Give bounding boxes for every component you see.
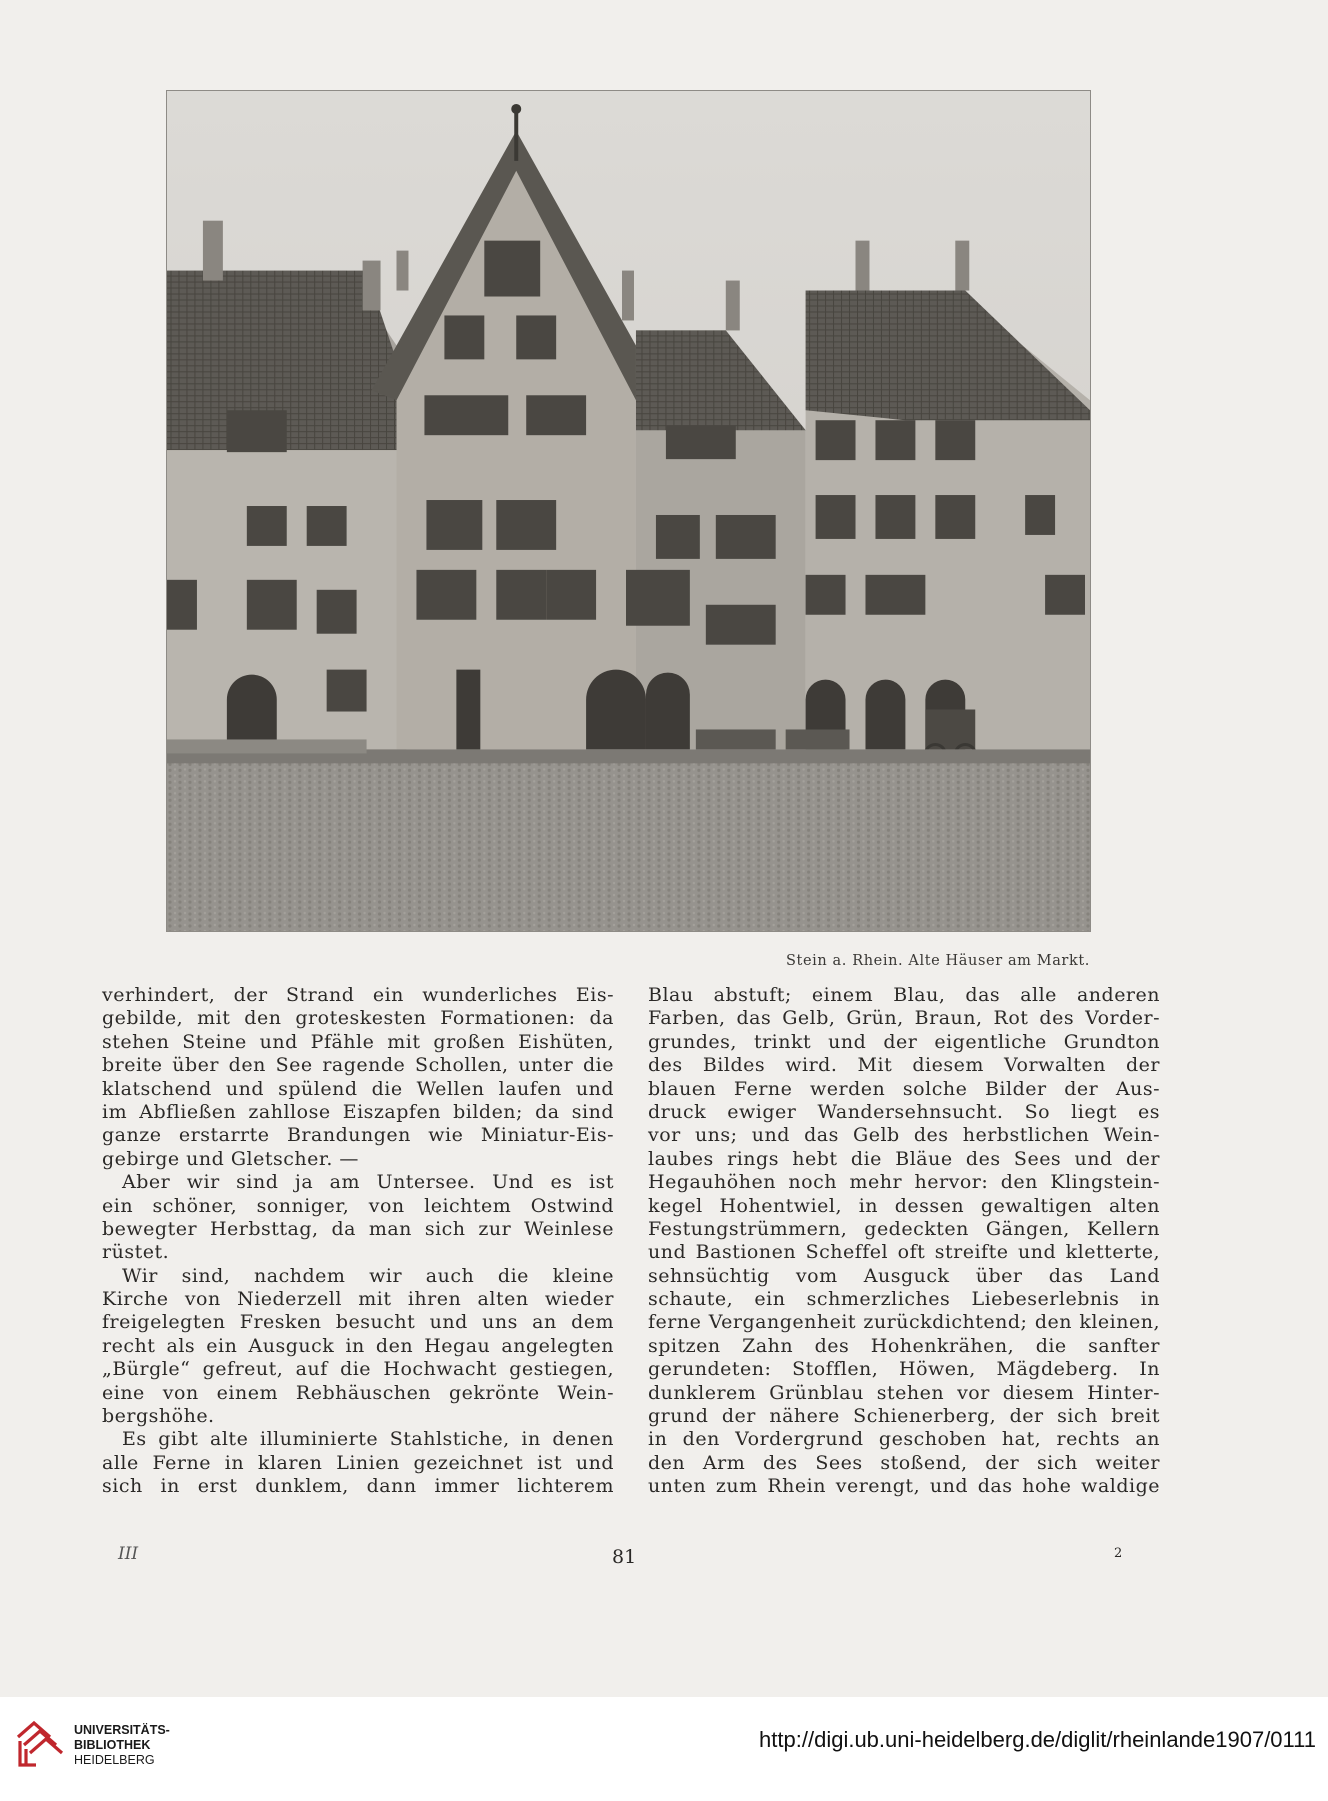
text-line: vor uns; und das Gelb des herbstlichen Wein- (648, 1124, 1160, 1147)
text-line: Farben, das Gelb, Grün, Braun, Rot des Vorder- (648, 1007, 1160, 1030)
text-line: eine von einem Rebhäuschen gekrönte Wein- (102, 1381, 614, 1404)
page-number: 81 (612, 1546, 637, 1568)
text-line: unten zum Rhein verengt, und das hohe waldige (648, 1475, 1160, 1498)
text-line: bewegter Herbsttag, da man sich zur Weinlese (102, 1217, 614, 1240)
library-name-line: BIBLIOTHEK (74, 1738, 151, 1752)
text-line: und Bastionen Scheffel oft streifte und kletterte, (648, 1241, 1160, 1264)
text-line: grund der nähere Schienerberg, der sich breit (648, 1405, 1160, 1428)
text-line: ein schöner, sonniger, von leichtem Ostwind (102, 1194, 614, 1217)
text-line: klatschend und spülend die Wellen laufen und (102, 1077, 614, 1100)
text-line: Es gibt alte illuminierte Stahlstiche, in denen (122, 1428, 614, 1451)
text-line: kegel Hohentwiel, in dessen gewaltigen alten (648, 1194, 1160, 1217)
text-line: grundes, trinkt und der eigentliche Grundton (648, 1030, 1160, 1053)
market-houses-photograph (166, 90, 1091, 932)
text-line: „Bürgle“ gefreut, auf die Hochwacht gestiegen, (102, 1358, 614, 1381)
text-line: ferne Vergangenheit zurückdichtend; den kleinen, (648, 1311, 1160, 1334)
library-logo-icon (14, 1719, 66, 1771)
library-name-line: UNIVERSITÄTS- (74, 1723, 170, 1737)
text-line: spitzen Zahn des Hohenkrähen, die sanfter (648, 1334, 1160, 1357)
text-line: Blau abstuft; einem Blau, das alle anderen (648, 984, 1160, 1006)
photograph-drawing (167, 91, 1090, 931)
text-line: freigelegten Fresken besucht und uns an dem (102, 1311, 614, 1334)
text-column-right (648, 984, 1160, 1499)
text-line: Wir sind, nachdem wir auch die kleine (122, 1264, 614, 1287)
signature-mark: III (118, 1544, 139, 1564)
text-line: bergshöhe. (102, 1405, 215, 1428)
sheet-number: 2 (1114, 1546, 1123, 1561)
text-line: gebirge und Gletscher. — (102, 1147, 359, 1170)
text-line: gebilde, mit den groteskesten Formationen: da (102, 1007, 614, 1030)
text-line: Aber wir sind ja am Untersee. Und es ist (122, 1171, 614, 1194)
text-line: blauen Ferne werden solche Bilder der Aus- (648, 1077, 1160, 1100)
text-line: rüstet. (102, 1241, 170, 1264)
text-line: im Abfließen zahllose Eiszapfen bilden; da sind (102, 1100, 614, 1123)
digitization-footer (0, 1697, 1328, 1801)
text-line: verhindert, der Strand ein wunderliches Eis- (102, 984, 614, 1006)
text-line: sich in erst dunklem, dann immer lichterem (102, 1475, 614, 1498)
text-line: des Bildes wird. Mit diesem Vorwalten der (648, 1054, 1160, 1077)
library-name (74, 1723, 170, 1768)
text-line: Festungstrümmern, gedeckten Gängen, Kellern (648, 1217, 1160, 1240)
text-line: Hegauhöhen noch mehr hervor: den Klingstein- (648, 1171, 1160, 1194)
text-line: stehen Steine und Pfähle mit großen Eishüten, (102, 1030, 614, 1053)
text-line: den Arm des Sees stoßend, der sich weiter (648, 1451, 1160, 1474)
text-line: breite über den See ragende Schollen, unter die (102, 1054, 614, 1077)
text-line: dunklerem Grünblau stehen vor diesem Hinter- (648, 1381, 1160, 1404)
text-line: druck ewiger Wandersehnsucht. So liegt es (648, 1100, 1160, 1123)
text-line: gerundeten: Stofflen, Höwen, Mägdeberg. In (648, 1358, 1160, 1381)
library-name-line: HEIDELBERG (74, 1753, 155, 1767)
text-line: laubes rings hebt die Bläue des Sees und der (648, 1147, 1160, 1170)
text-line: ganze erstarrte Brandungen wie Miniatur-Eis- (102, 1124, 614, 1147)
text-column-left (102, 984, 614, 1499)
text-line: recht als ein Ausguck in den Hegau angelegten (102, 1334, 614, 1357)
text-line: alle Ferne in klaren Linien gezeichnet ist und (102, 1451, 614, 1474)
text-line: Kirche von Niederzell mit ihren alten wieder (102, 1288, 614, 1311)
photo-caption: Stein a. Rhein. Alte Häuser am Markt. (786, 953, 1090, 969)
source-url-link[interactable]: http://digi.ub.uni-heidelberg.de/diglit/rheinlande1907/0111 (759, 1727, 1316, 1752)
text-line: in den Vordergrund geschoben hat, rechts an (648, 1428, 1160, 1451)
text-line: schaute, ein schmerzliches Liebeserlebnis in (648, 1288, 1160, 1311)
text-line: sehnsüchtig vom Ausguck über das Land (648, 1264, 1160, 1287)
